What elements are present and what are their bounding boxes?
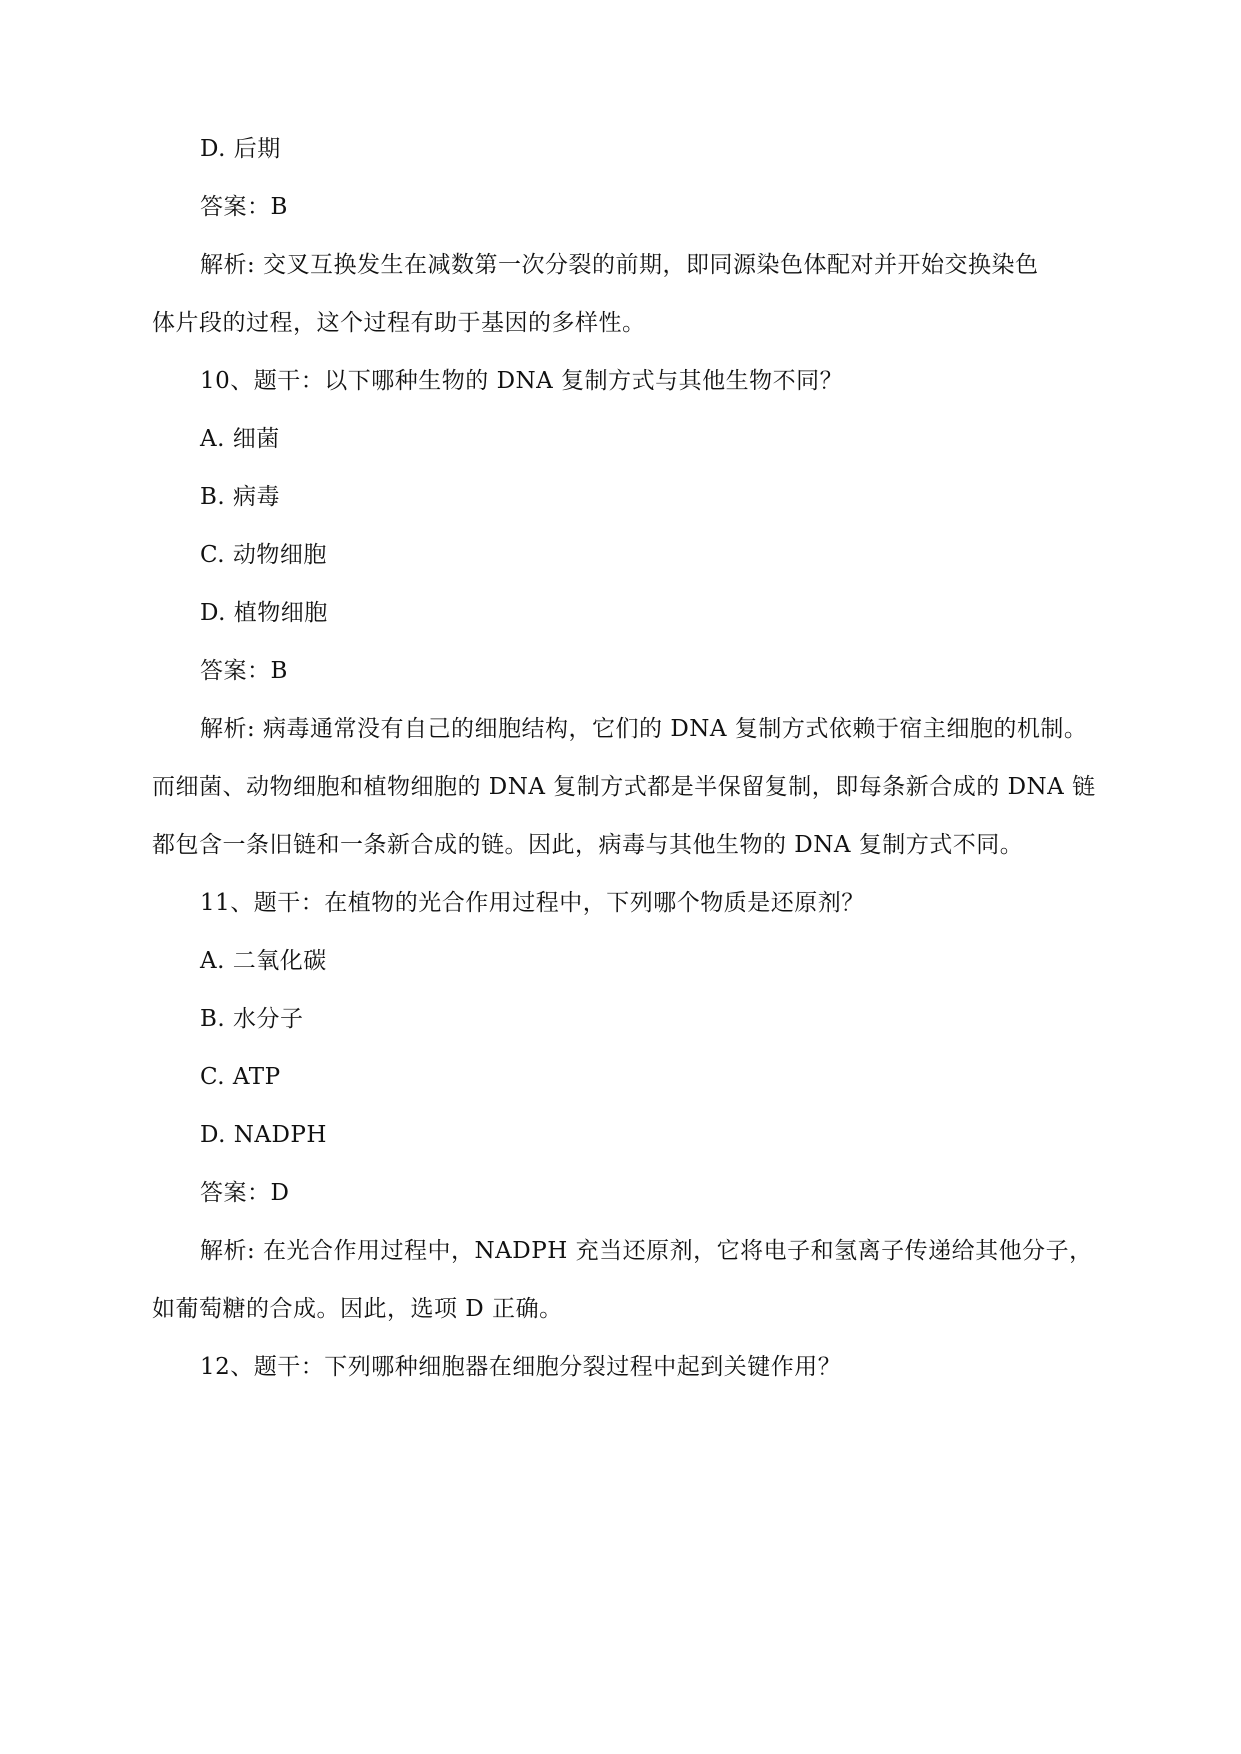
q12-stem: 12、题干：下列哪种细胞器在细胞分裂过程中起到关键作用？ <box>200 1354 842 1380</box>
q11-option-a: A. 二氧化碳 <box>200 948 327 974</box>
q11-option-d: D. NADPH <box>200 1122 327 1148</box>
q10-option-c: C. 动物细胞 <box>200 542 327 568</box>
q11-option-c: C. ATP <box>200 1064 281 1090</box>
q10-analysis-line-3: 都包含一条旧链和一条新合成的链。因此，病毒与其他生物的 DNA 复制方式不同。 <box>152 832 1024 858</box>
q11-answer: 答案：D <box>200 1180 290 1206</box>
q11-option-b: B. 水分子 <box>200 1006 304 1032</box>
q9-analysis-line-2: 体片段的过程，这个过程有助于基因的多样性。 <box>152 310 646 336</box>
q9-answer: 答案：B <box>200 194 288 220</box>
q10-option-b: B. 病毒 <box>200 484 281 510</box>
q10-option-d: D. 植物细胞 <box>200 600 328 626</box>
q10-analysis-line-2: 而细菌、动物细胞和植物细胞的 DNA 复制方式都是半保留复制，即每条新合成的 DNA 链 <box>152 774 1096 800</box>
q10-option-a: A. 细菌 <box>200 426 280 452</box>
q9-analysis-line-1: 解析: 交叉互换发生在减数第一次分裂的前期，即同源染色体配对并开始交换染色 <box>200 252 1039 278</box>
q10-analysis-line-1: 解析: 病毒通常没有自己的细胞结构，它们的 DNA 复制方式依赖于宿主细胞的机制。 <box>200 716 1088 742</box>
q11-analysis-line-2: 如葡萄糖的合成。因此，选项 D 正确。 <box>152 1296 563 1322</box>
q10-stem: 10、题干：以下哪种生物的 DNA 复制方式与其他生物不同？ <box>200 368 844 394</box>
q11-stem: 11、题干：在植物的光合作用过程中，下列哪个物质是还原剂？ <box>200 890 865 916</box>
q11-analysis-line-1: 解析: 在光合作用过程中，NADPH 充当还原剂，它将电子和氢离子传递给其他分子， <box>200 1238 1093 1264</box>
q9-option-d: D. 后期 <box>200 136 281 162</box>
q10-answer: 答案：B <box>200 658 288 684</box>
